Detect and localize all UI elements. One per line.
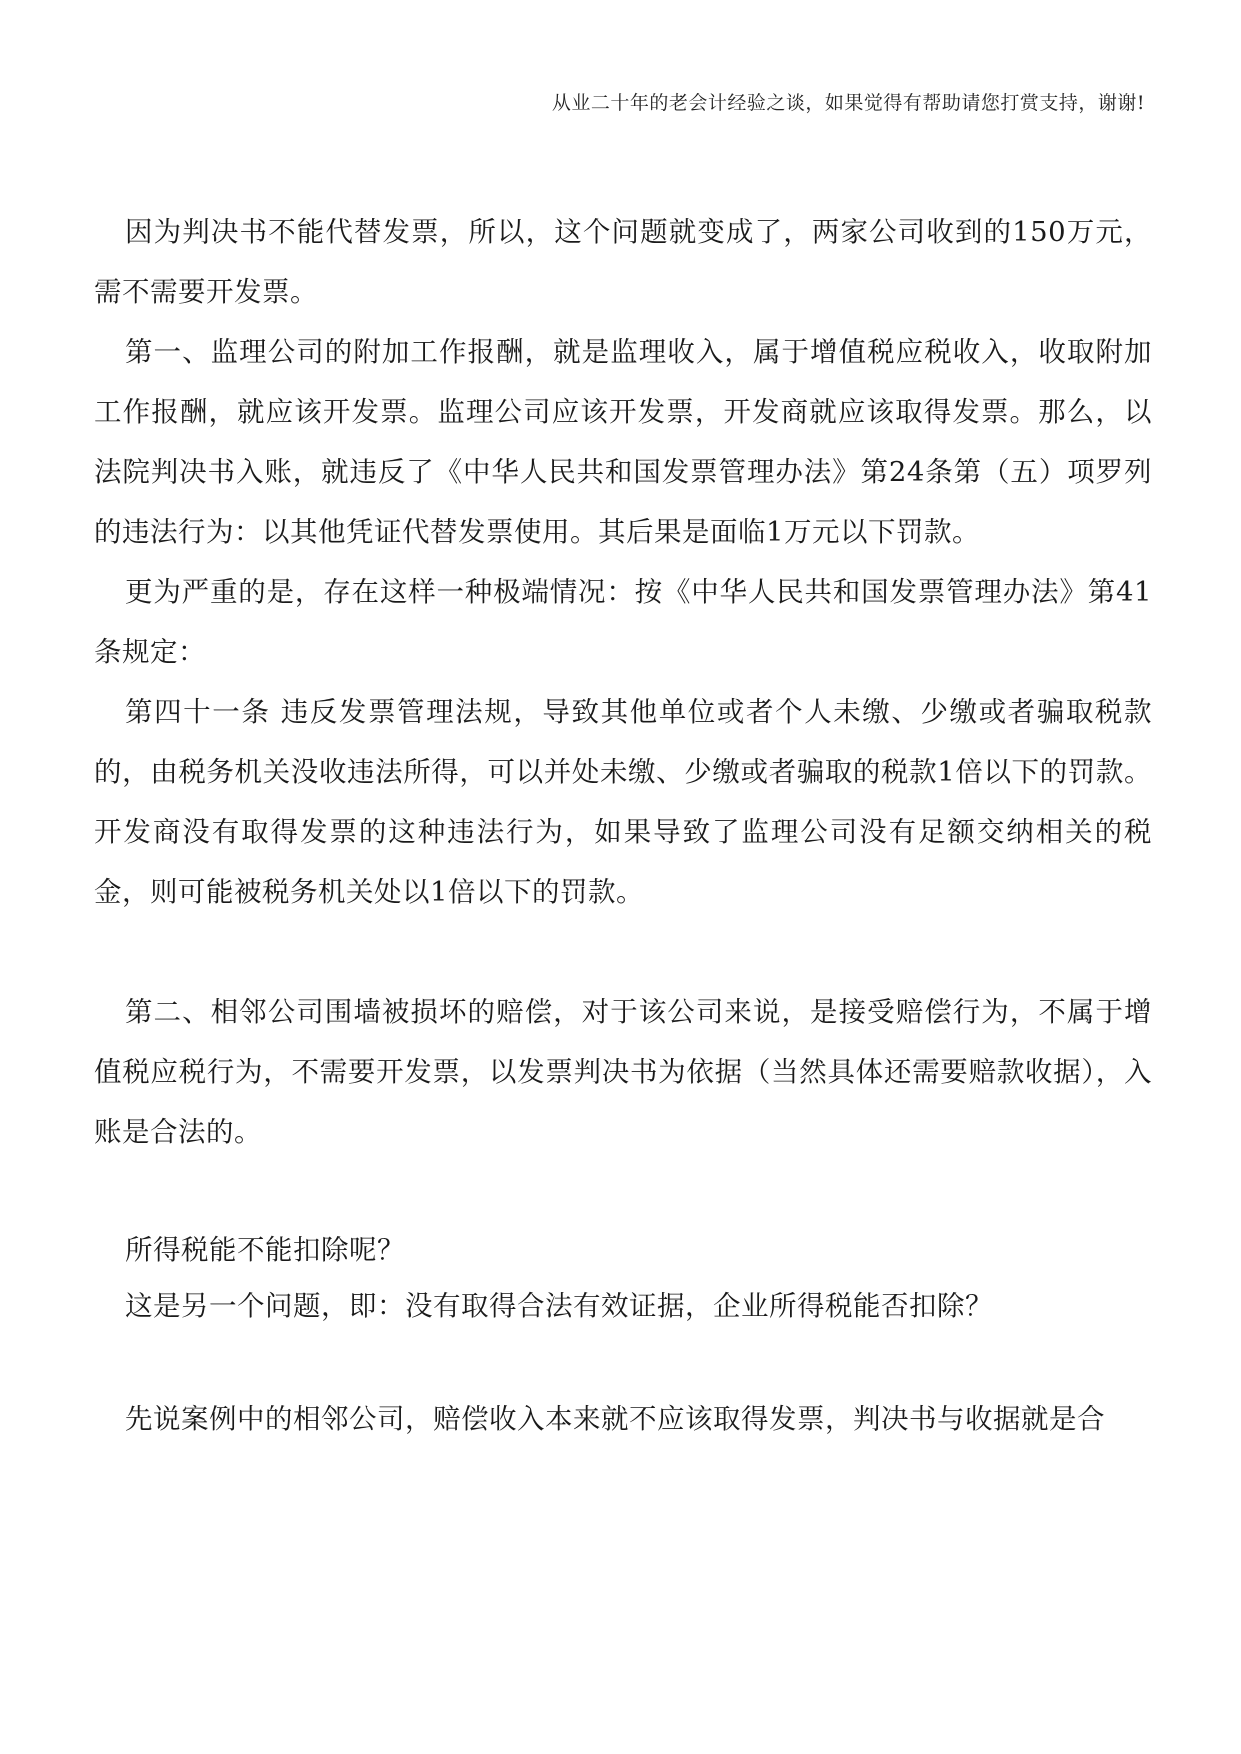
paragraph-extreme-case: 更为严重的是，存在这样一种极端情况：按《中华人民共和国发票管理办法》第41条规定： [94, 576, 1152, 668]
paragraph-compensation: 第二、相邻公司围墙被损坏的赔偿，对于该公司来说，是接受赔偿行为，不属于增值税应税行为，不需要开发票，以发票判决书为依据（当然具体还需要赔款收据），入账是合法的。 [94, 996, 1152, 1148]
paragraph-income-tax-question: 所得税能不能扣除呢？ [125, 1234, 405, 1266]
paragraph-supervision-income: 第一、监理公司的附加工作报酬，就是监理收入，属于增值税应税收入，收取附加工作报酬，就应该开发票。监理公司应该开发票，开发商就应该取得发票。那么，以法院判决书入账，就违反了《中华人民共和国发票管理办法》第24条第（五）项罗列的违法行为：以其他凭证代替发票使用。其后果是面临1万元以下罚款。 [94, 336, 1152, 548]
paragraph-article-41: 第四十一条 违反发票管理法规，导致其他单位或者个人未缴、少缴或者骗取税款的，由税务机关没收违法所得，可以并处未缴、少缴或者骗取的税款1倍以下的罚款。开发商没有取得发票的这种违法行为，如果导致了监理公司没有足额交纳相关的税金，则可能被税务机关处以1倍以下的罚款。 [94, 696, 1152, 908]
paragraph-another-question: 这是另一个问题，即：没有取得合法有效证据，企业所得税能否扣除？ [125, 1290, 993, 1322]
document-body [94, 202, 1152, 1449]
paragraph-spacer [94, 1162, 1152, 1222]
paragraph-neighbor-company: 先说案例中的相邻公司，赔偿收入本来就不应该取得发票，判决书与收据就是合 [125, 1403, 1105, 1435]
header-note: 从业二十年的老会计经验之谈，如果觉得有帮助请您打赏支持，谢谢! [551, 92, 1145, 114]
paragraph-spacer [94, 922, 1152, 982]
paragraph-invoice-question: 因为判决书不能代替发票，所以，这个问题就变成了，两家公司收到的150万元，需不需要开发票。 [94, 216, 1152, 308]
paragraph-spacer [94, 1334, 1152, 1389]
